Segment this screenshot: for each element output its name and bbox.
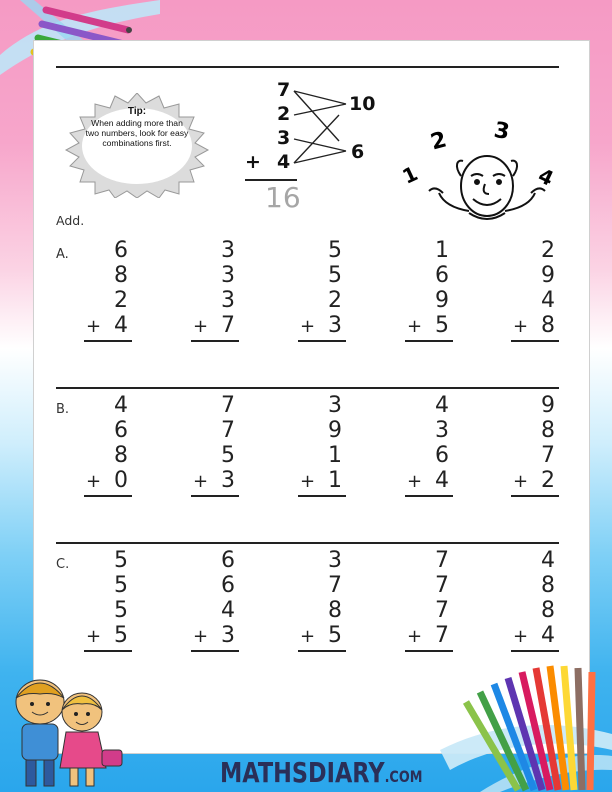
problem-a1	[74, 239, 134, 339]
plus-sign: +	[193, 626, 209, 647]
addend: 7	[435, 623, 449, 648]
row-separator	[56, 542, 559, 544]
plus-sign: +	[300, 471, 316, 492]
plus-sign: +	[407, 471, 423, 492]
addend: 8	[114, 443, 128, 468]
man-face-icon	[399, 81, 569, 231]
tip-text	[84, 107, 190, 148]
problem-a3	[288, 239, 348, 339]
addend: 6	[435, 263, 449, 288]
addend: 4	[541, 623, 555, 648]
addend: 2	[541, 468, 555, 493]
sum-bar	[298, 495, 346, 497]
brand-tld: .COM	[384, 767, 423, 786]
instruction-label: Add.	[56, 213, 85, 228]
addend: 8	[328, 598, 342, 623]
addend: 3	[328, 313, 342, 338]
addend: 4	[435, 393, 449, 418]
addend: 4	[541, 548, 555, 573]
sum-bar	[84, 340, 132, 342]
addend: 3	[221, 288, 235, 313]
addend: 3	[221, 238, 235, 263]
addend: 0	[114, 468, 128, 493]
addend: 4	[114, 313, 128, 338]
addend: 9	[541, 393, 555, 418]
addend: 2	[114, 288, 128, 313]
problem-c5	[501, 549, 561, 649]
addend: 4	[114, 393, 128, 418]
floating-number: 4	[534, 163, 558, 191]
sum-bar	[405, 650, 453, 652]
addend: 6	[114, 238, 128, 263]
tip-body: When adding more than two numbers, look for easy combinations first.	[85, 118, 189, 148]
addend: 8	[114, 263, 128, 288]
plus-sign: +	[513, 626, 529, 647]
addend: 8	[541, 418, 555, 443]
plus-sign: +	[300, 626, 316, 647]
addend: 3	[435, 418, 449, 443]
addend: 1	[328, 468, 342, 493]
addend: 1	[328, 443, 342, 468]
addend: 3	[328, 548, 342, 573]
sum-bar	[191, 495, 239, 497]
example-addend: 4	[277, 151, 291, 173]
addend: 2	[541, 238, 555, 263]
addend: 8	[541, 313, 555, 338]
problem-c2	[181, 549, 241, 649]
sum-bar	[511, 650, 559, 652]
addend: 3	[221, 263, 235, 288]
addend: 9	[435, 288, 449, 313]
addend: 6	[221, 573, 235, 598]
addend: 7	[435, 573, 449, 598]
addend: 6	[114, 418, 128, 443]
addend: 7	[435, 598, 449, 623]
problem-b2	[181, 394, 241, 494]
tip-callout	[62, 93, 212, 198]
example-problem	[239, 79, 389, 229]
example-pair-sum: 10	[349, 93, 376, 115]
problem-b5	[501, 394, 561, 494]
problem-b1	[74, 394, 134, 494]
row-label-a: A.	[56, 247, 69, 262]
row-separator	[56, 387, 559, 389]
sum-bar	[191, 340, 239, 342]
addend: 3	[328, 393, 342, 418]
problem-b4	[395, 394, 455, 494]
addend: 9	[328, 418, 342, 443]
addend: 6	[435, 443, 449, 468]
addend: 7	[221, 418, 235, 443]
addend: 7	[435, 548, 449, 573]
example-pair-sum: 6	[351, 141, 365, 163]
addend: 6	[221, 548, 235, 573]
addend: 5	[114, 598, 128, 623]
sum-bar	[191, 650, 239, 652]
sum-bar	[511, 495, 559, 497]
addend: 7	[328, 573, 342, 598]
example-addend: 7	[277, 79, 291, 101]
example-plus: +	[245, 151, 261, 173]
sum-bar	[511, 340, 559, 342]
addend: 8	[541, 598, 555, 623]
addend: 9	[541, 263, 555, 288]
addend: 5	[328, 238, 342, 263]
problem-a2	[181, 239, 241, 339]
problem-a4	[395, 239, 455, 339]
plus-sign: +	[407, 626, 423, 647]
example-addend: 2	[277, 103, 291, 125]
example-sum: 16	[265, 181, 301, 214]
sum-bar	[84, 495, 132, 497]
addend: 8	[541, 573, 555, 598]
plus-sign: +	[300, 316, 316, 337]
addend: 4	[541, 288, 555, 313]
plus-sign: +	[407, 316, 423, 337]
plus-sign: +	[86, 626, 102, 647]
addend: 5	[114, 623, 128, 648]
example-addend: 3	[277, 127, 291, 149]
addend: 5	[221, 443, 235, 468]
addend: 5	[328, 263, 342, 288]
top-rule	[56, 66, 559, 68]
juggling-man-illustration	[399, 81, 569, 231]
floating-number: 3	[491, 117, 512, 146]
plus-sign: +	[193, 316, 209, 337]
tip-title: Tip:	[127, 106, 147, 117]
addend: 4	[435, 468, 449, 493]
plus-sign: +	[513, 316, 529, 337]
addend: 3	[221, 623, 235, 648]
problem-c4	[395, 549, 455, 649]
addend: 7	[221, 393, 235, 418]
plus-sign: +	[86, 316, 102, 337]
mathsdiary-logo	[220, 756, 422, 789]
sum-bar	[298, 650, 346, 652]
addend: 5	[114, 573, 128, 598]
addend: 7	[221, 313, 235, 338]
kids-illustration	[2, 672, 132, 790]
problem-b3	[288, 394, 348, 494]
addend: 7	[541, 443, 555, 468]
brand-name: MATHSDIARY	[220, 756, 385, 789]
sum-bar	[405, 495, 453, 497]
addend: 1	[435, 238, 449, 263]
problem-c1	[74, 549, 134, 649]
plus-sign: +	[86, 471, 102, 492]
addend: 5	[114, 548, 128, 573]
sum-bar	[298, 340, 346, 342]
row-label-b: B.	[56, 402, 70, 417]
floating-number: 2	[428, 127, 450, 156]
worksheet	[33, 40, 590, 754]
addend: 4	[221, 598, 235, 623]
problem-a5	[501, 239, 561, 339]
addend: 2	[328, 288, 342, 313]
sum-bar	[84, 650, 132, 652]
plus-sign: +	[513, 471, 529, 492]
plus-sign: +	[193, 471, 209, 492]
floating-number: 1	[398, 161, 422, 189]
addend: 5	[435, 313, 449, 338]
colored-pencils-icon	[456, 662, 612, 792]
sum-bar	[405, 340, 453, 342]
problem-c3	[288, 549, 348, 649]
addend: 5	[328, 623, 342, 648]
row-label-c: C.	[56, 557, 70, 572]
addend: 3	[221, 468, 235, 493]
